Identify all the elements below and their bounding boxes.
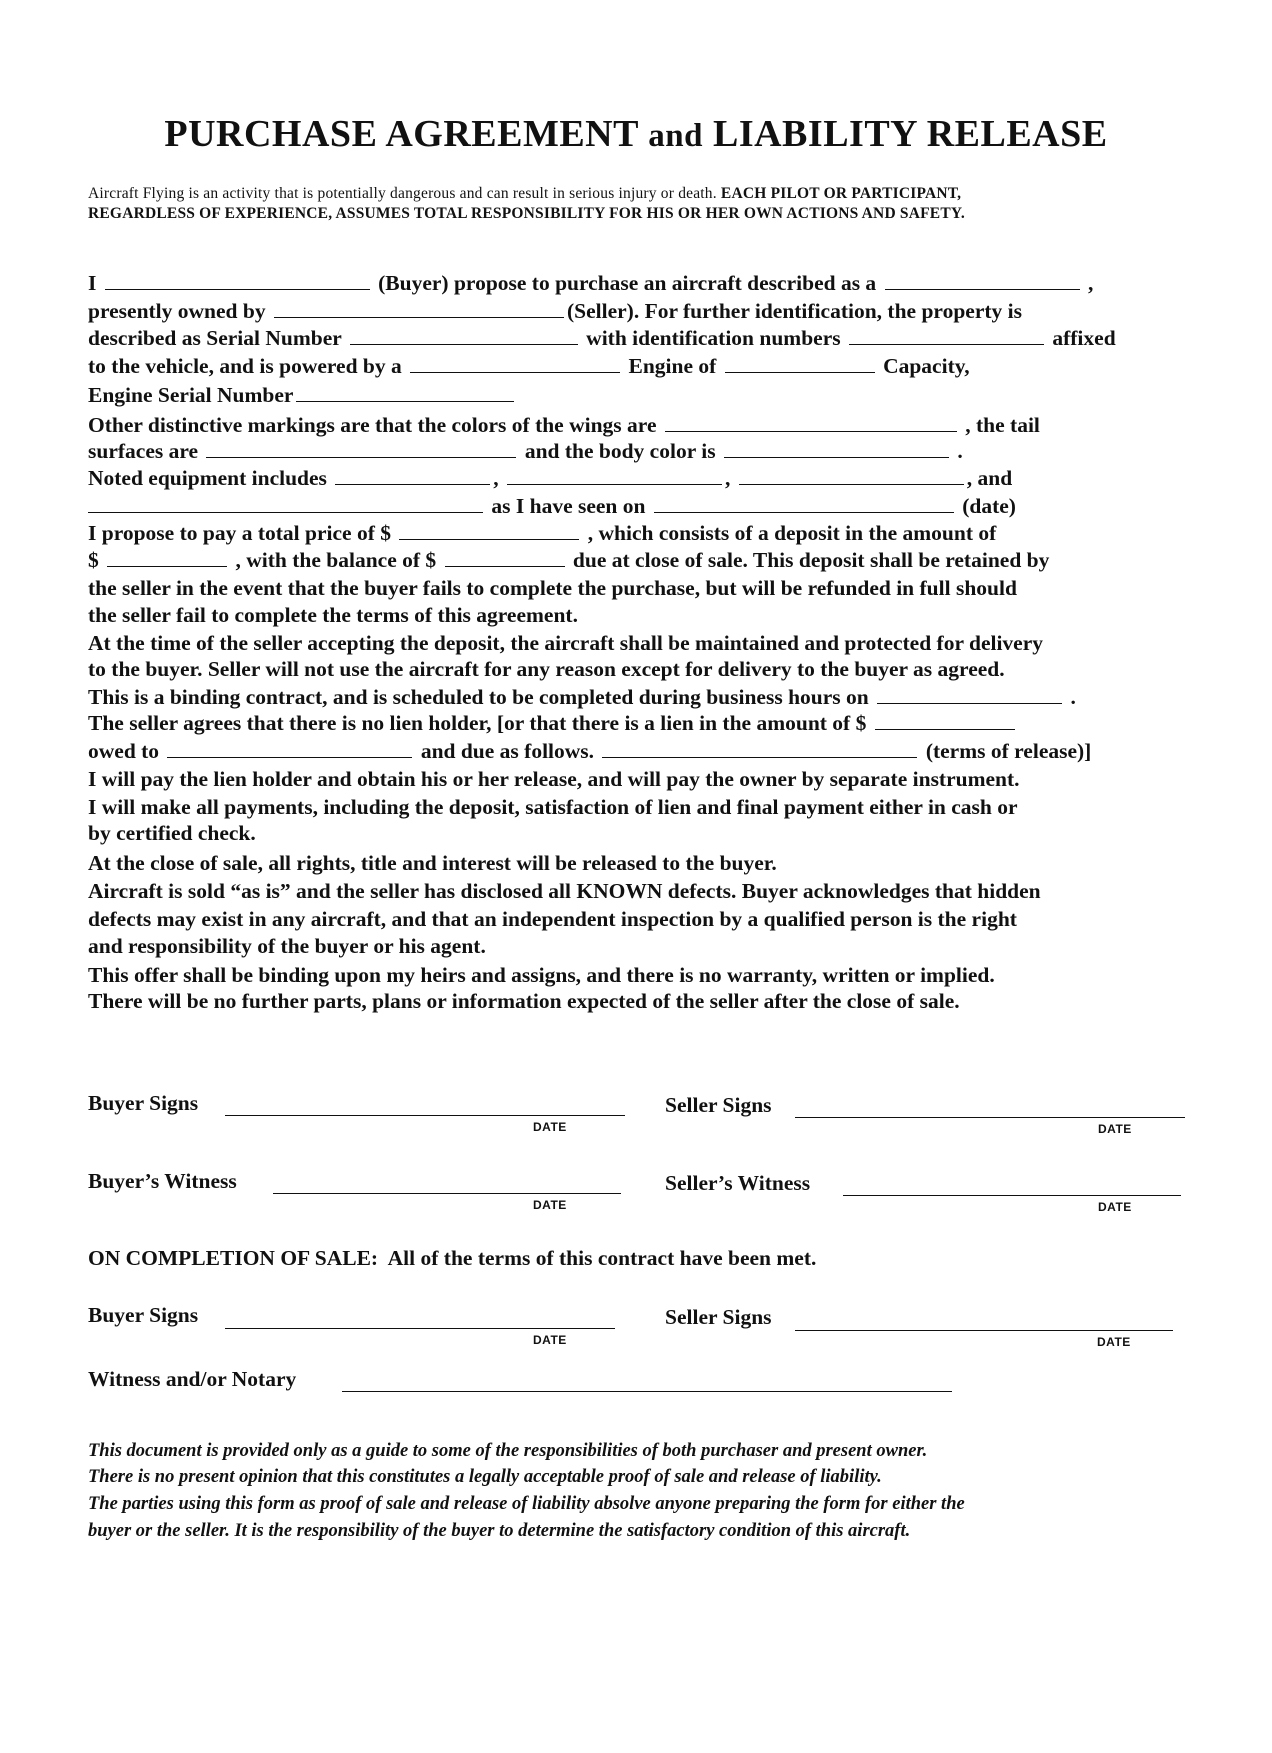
body-line-23: Aircraft is sold “as is” and the seller has disclosed all KNOWN defects. Buyer acknowledges that hidden [88,879,1041,903]
buyer-final-signature-line[interactable] [225,1327,615,1329]
body-line-1 [88,268,1093,298]
text: (Seller). For further identification, the property is [566,299,1022,323]
lien-holder-field[interactable] [167,738,412,758]
body-color-field[interactable] [724,438,949,458]
text: Engine Serial Number [88,383,294,407]
tail-color-field[interactable] [206,438,516,458]
seller-signs-label-2: Seller Signs [665,1305,772,1329]
text: . [957,439,963,463]
body-line-19: I will pay the lien holder and obtain his or her release, and will pay the owner by separate instrument. [88,767,1020,791]
text: (terms of release)] [925,739,1092,763]
wing-color-field[interactable] [665,412,957,432]
title-and: and [648,118,703,154]
completion-date-field[interactable] [877,684,1062,704]
seller-witness-label: Seller’s Witness [665,1171,811,1195]
body-line-20: I will make all payments, including the deposit, satisfaction of lien and final payment either in cash or [88,795,1018,819]
document-title [0,112,1272,156]
text: (date) [962,494,1016,518]
terms-of-release-field[interactable] [602,738,917,758]
text: , [1087,271,1094,295]
equipment-field-4[interactable] [88,493,483,513]
text: to the vehicle, and is powered by a [88,354,402,378]
body-line-4 [88,351,970,381]
body-line-5 [88,380,517,410]
warning-line-1 [88,185,1218,203]
identification-numbers-field[interactable] [849,325,1044,345]
seller-final-signature-line[interactable] [795,1329,1173,1331]
buyer-signs-label: Buyer Signs [88,1091,199,1115]
seller-signature-line[interactable] [795,1116,1185,1118]
text: Capacity, [883,354,970,378]
text: and the body color is [524,439,716,463]
buyer-witness-label: Buyer’s Witness [88,1169,237,1193]
buyer-signs-label-2: Buyer Signs [88,1303,199,1327]
warning-text-b: EACH PILOT OR PARTICIPANT, [720,185,962,202]
buyer-signature-line[interactable] [225,1114,625,1116]
body-line-25: and responsibility of the buyer or his agent. [88,934,486,958]
body-line-11 [88,545,1049,575]
text: owed to [88,739,160,763]
text: due at close of sale. This deposit shall be retained by [572,548,1050,572]
text: The seller agrees that there is no lien holder, [or that there is a lien in the amount of $ [88,711,867,735]
text: , which consists of a deposit in the amount of [587,521,997,545]
text: I propose to pay a total price of $ [88,521,391,545]
engine-capacity-field[interactable] [725,353,875,373]
engine-type-field[interactable] [410,353,620,373]
body-line-12: the seller in the event that the buyer fails to complete the purchase, but will be refunded in full should [88,576,1017,600]
buyer-witness-line[interactable] [273,1192,621,1194]
witness-notary-label: Witness and/or Notary [88,1367,297,1391]
text: and due as follows. [420,739,595,763]
disclaimer-line-3: The parties using this form as proof of sale and release of liability absolve anyone preparing the form for either the [88,1494,965,1514]
seller-signs-label: Seller Signs [665,1093,772,1117]
body-line-27: There will be no further parts, plans or information expected of the seller after the close of sale. [88,989,960,1013]
text: Engine of [628,354,717,378]
engine-serial-field[interactable] [296,382,514,402]
text: This is a binding contract, and is scheduled to be completed during business hours on [88,685,869,709]
text: as I have seen on [491,494,646,518]
equipment-field-3[interactable] [739,465,964,485]
lien-amount-field[interactable] [875,710,1015,730]
text: with identification numbers [586,326,841,350]
completion-heading: ON COMPLETION OF SALE: [88,1246,379,1270]
seller-witness-line[interactable] [843,1194,1181,1196]
completion-text: All of the terms of this contract have been met. [387,1246,817,1270]
disclaimer-line-1: This document is provided only as a guide to some of the responsibilities of both purchaser and present owner. [88,1441,928,1461]
seen-date-field[interactable] [654,493,954,513]
body-line-7 [88,436,963,466]
body-line-17 [88,708,1018,738]
text: , and [966,466,1013,490]
witness-notary-line[interactable] [342,1390,952,1392]
text: , [493,466,499,490]
body-line-2 [88,296,1022,326]
date-label: DATE [1098,1200,1132,1214]
text: surfaces are [88,439,199,463]
equipment-field-1[interactable] [335,465,490,485]
text: affixed [1052,326,1116,350]
warning-text-a: Aircraft Flying is an activity that is potentially dangerous and can result in serious injury or death. [88,185,717,202]
date-label: DATE [533,1333,567,1347]
title-part-a: PURCHASE AGREEMENT [164,113,639,155]
buyer-name-field[interactable] [105,270,370,290]
body-line-26: This offer shall be binding upon my heirs and assigns, and there is no warranty, written or implied. [88,963,995,987]
date-label: DATE [1098,1122,1132,1136]
body-line-9 [88,491,1016,521]
text: , [725,466,731,490]
text: . [1070,685,1076,709]
body-line-8 [88,463,1012,493]
balance-amount-field[interactable] [445,547,565,567]
date-label: DATE [1097,1335,1131,1349]
body-line-15: to the buyer. Seller will not use the aircraft for any reason except for delivery to the buyer as agreed. [88,657,1005,681]
seller-name-field[interactable] [274,298,564,318]
total-price-field[interactable] [399,520,579,540]
date-label: DATE [533,1120,567,1134]
text: (Buyer) propose to purchase an aircraft described as a [378,271,877,295]
text: , with the balance of $ [235,548,437,572]
text: I [88,271,97,295]
body-line-18 [88,736,1091,766]
serial-number-field[interactable] [350,325,578,345]
body-line-24: defects may exist in any aircraft, and that an independent inspection by a qualified person is the right [88,907,1017,931]
text: Noted equipment includes [88,466,327,490]
deposit-amount-field[interactable] [107,547,227,567]
body-line-10 [88,518,996,548]
body-line-3 [88,323,1116,353]
text: , the tail [965,413,1040,437]
disclaimer-line-2: There is no present opinion that this constitutes a legally acceptable proof of sale and release of liability. [88,1467,882,1487]
title-part-b: LIABILITY RELEASE [712,113,1108,155]
text: described as Serial Number [88,326,342,350]
warning-line-2: REGARDLESS OF EXPERIENCE, ASSUMES TOTAL RESPONSIBILITY FOR HIS OR HER OWN ACTIONS AND SAFETY. [88,205,965,222]
text: presently owned by [88,299,266,323]
text: $ [88,548,99,572]
body-line-14: At the time of the seller accepting the deposit, the aircraft shall be maintained and protected for delivery [88,631,1044,655]
body-line-22: At the close of sale, all rights, title and interest will be released to the buyer. [88,851,777,875]
body-line-21: by certified check. [88,821,256,845]
body-line-13: the seller fail to complete the terms of this agreement. [88,603,578,627]
completion-line [88,1243,816,1277]
text: Other distinctive markings are that the colors of the wings are [88,413,657,437]
equipment-field-2[interactable] [507,465,722,485]
aircraft-description-field[interactable] [885,270,1080,290]
disclaimer-line-4: buyer or the seller. It is the responsibility of the buyer to determine the satisfactory condition of this aircraft. [88,1521,911,1541]
date-label: DATE [533,1198,567,1212]
